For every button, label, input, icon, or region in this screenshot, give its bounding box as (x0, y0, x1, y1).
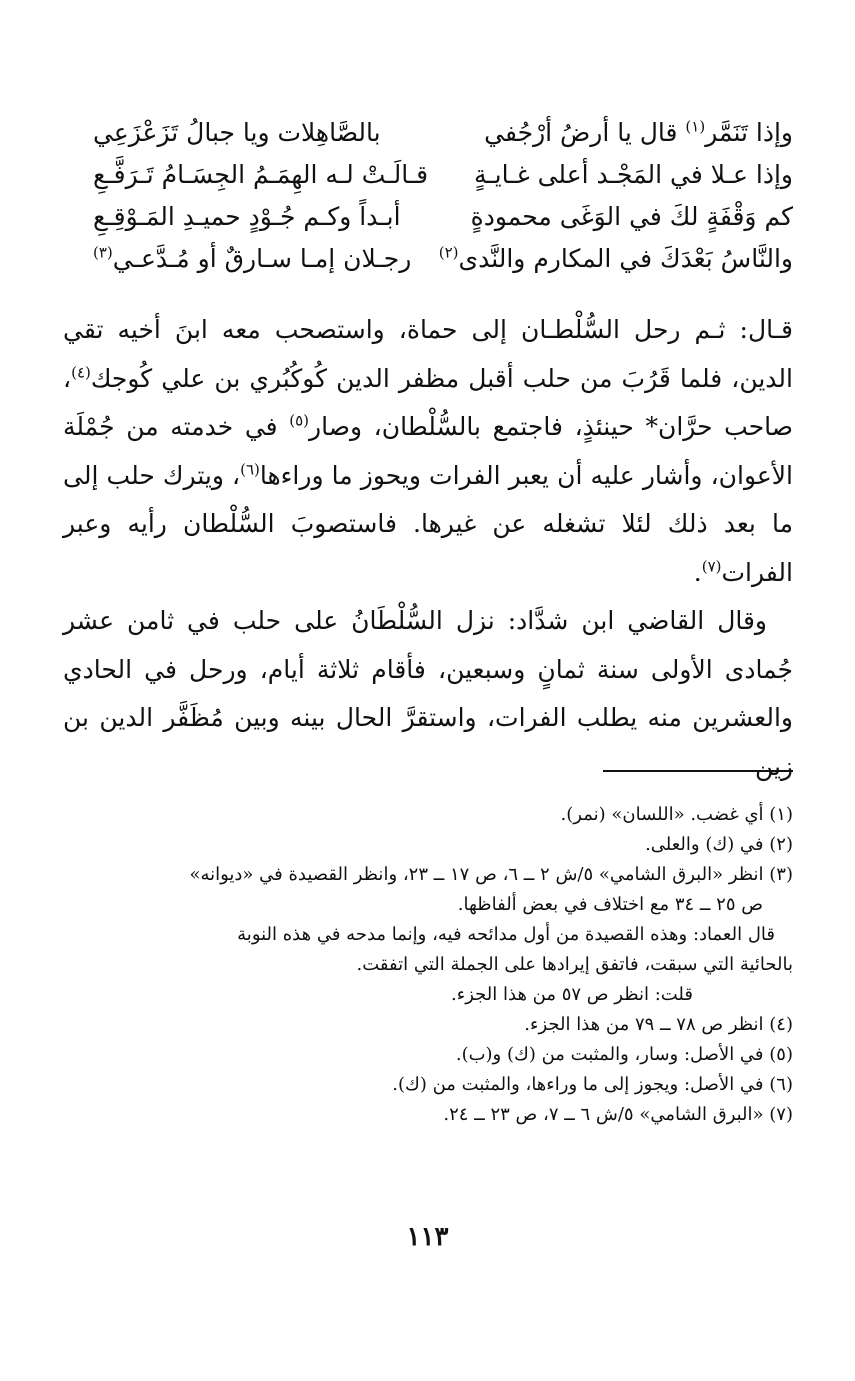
poem-first-hemistich: والنَّاسُ بَعْدَكَ في المكارم والنَّدى$^{(٢)}$ (438, 243, 793, 273)
poem-verse (93, 112, 793, 154)
footnote-comment: بالحائية التي سبقت، فاتفق إيرادها على الجملة التي اتفقت. (356, 954, 793, 975)
poem-verse (93, 238, 793, 280)
footnotes (63, 800, 793, 1130)
poem-second-hemistich: أبـداً وكـم جُـوْدٍ حميـدِ المَـوْقِـعِ (93, 202, 401, 231)
page-number: ١١٣ (406, 1222, 449, 1252)
footnote-ref: (٢) (438, 243, 459, 262)
footnote-divider (603, 770, 793, 772)
poem-first-hemistich: وإذا تَنَمَّر$^{(١)}$ قال يا أرضُ أرْجُفي (484, 117, 793, 147)
poem (93, 112, 793, 280)
poem-verse (93, 196, 793, 238)
footnote-ref: (٧) (701, 557, 722, 576)
body-paragraph: قـال: ثـم رحل السُّلْطـان إلى حماة، واستصحب معه ابنَ أخيه تقي الدين، فلما قَرُبَ من حلب أقبل مظفر الدين كُوكُبُري بن علي كُوجك$^{(٤)}$، صاحب حرَّان* حينئذٍ، فاجتمع بالسُّلْطان، وصار$^{(٥)}$ في خدمته من جُمْلَة الأعوان، وأشار عليه أن يعبر الفرات ويحوز ما وراءها$^{(٦)}$، ويترك حلب إلى ما بعد ذلك لئلا تشغله عن غيرها. فاستصوبَ السُّلْطان رأيه وعبر الفرات$^{(٧)}$. (63, 315, 794, 587)
poem-second-hemistich: رجـلان إمـا سـارقٌ أو مُـدَّعـي$^{(٣)}$ (93, 243, 412, 273)
footnote: (٤) انظر ص ٧٨ ــ ٧٩ من هذا الجزء. (524, 1014, 793, 1035)
footnote-ref: (٦) (240, 460, 260, 479)
footnote: (٥) في الأصل: وسار، والمثبت من (ك) و(ب). (455, 1044, 793, 1065)
footnote-ref: (٣) (93, 243, 113, 262)
poem-first-hemistich: كم وَقْفَةٍ لكَ في الوَغَى محمودةٍ (470, 202, 793, 231)
footnote: (١) أي غضب. «اللسان» (نمر). (560, 804, 793, 825)
footnote-ref: (٥) (289, 411, 310, 430)
poem-verse (93, 154, 793, 196)
poem-second-hemistich: بالصَّاهِلات ويا جبالُ تَزَعْزَعِي (93, 118, 381, 147)
footnote: (٦) في الأصل: ويجوز إلى ما وراءها، والمثبت من (ك). (392, 1074, 793, 1095)
body-paragraph: وقال القاضي ابن شدَّاد: نزل السُّلْطَانُ على حلب في ثامن عشر جُمادى الأولى سنة ثمانٍ وسبعين، فأقام ثلاثة أيام، ورحل في الحادي والعشرين منه يطلب الفرات، واستقرَّ الحال بينه وبين مُظَفَّر الدين بن زين (63, 606, 793, 781)
poem-first-hemistich: وإذا عـلا في المَجْـد أعلى غـايـةٍ (473, 160, 793, 189)
footnote-ref: (٤) (71, 363, 91, 382)
poem-second-hemistich: قـالَـتْ لـه الهِمَـمُ الجِسَـامُ تَـرَفَّـعِ (93, 160, 429, 189)
footnote-ref: (١) (685, 117, 706, 136)
footnote: (٣) انظر «البرق الشامي» ٥/ش ٢ ــ ٦، ص ١٧ ــ ٢٣، وانظر القصيدة في «ديوانه» (189, 864, 793, 885)
footnote-comment: قلت: انظر ص ٥٧ من هذا الجزء. (451, 984, 693, 1005)
footnote: (٢) في (ك) والعلى. (645, 834, 793, 855)
footnote-continuation: ص ٢٥ ــ ٣٤ مع اختلاف في بعض ألفاظها. (457, 894, 763, 915)
footnote: (٧) «البرق الشامي» ٥/ش ٦ ــ ٧، ص ٢٣ ــ ٢٤. (443, 1104, 793, 1125)
footnote-comment: قال العماد: وهذه القصيدة من أول مدائحه فيه، وإنما مدحه في هذه النوبة (237, 924, 775, 945)
